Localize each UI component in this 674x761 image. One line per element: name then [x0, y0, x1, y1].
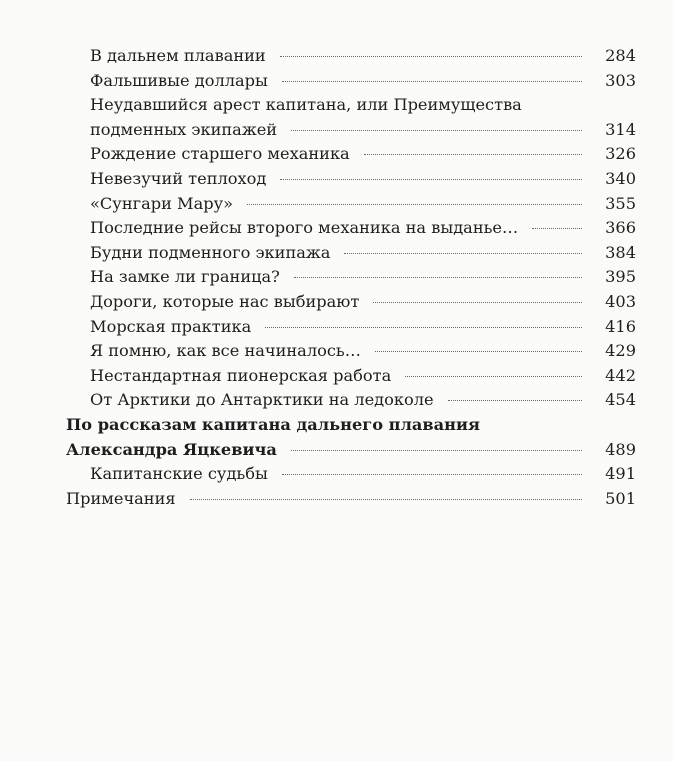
toc-entry-title: Последние рейсы второго механика на выданье… — [90, 218, 519, 238]
toc-entry-page: 395 — [605, 267, 636, 287]
toc-entry-title: Нестандартная пионерская работа — [90, 365, 392, 385]
toc-entry — [66, 290, 636, 315]
table-of-contents — [66, 44, 636, 511]
toc-entry-page: 314 — [605, 119, 636, 139]
toc-entry — [66, 487, 636, 512]
toc-entry-page: 355 — [605, 193, 636, 213]
toc-entry — [66, 216, 636, 241]
dot-leader — [247, 204, 582, 205]
dot-leader — [344, 253, 582, 254]
toc-entry-page: 303 — [605, 70, 636, 90]
toc-entry-title: От Арктики до Антарктики на ледоколе — [90, 390, 434, 410]
toc-entry-page: 489 — [605, 439, 636, 459]
toc-entry-title: Фальшивые доллары — [90, 70, 268, 90]
toc-section-entry — [66, 413, 636, 462]
toc-entry — [66, 462, 636, 487]
toc-entry — [66, 93, 636, 142]
dot-leader — [375, 351, 582, 352]
toc-entry-page: 501 — [605, 488, 636, 508]
dot-leader — [280, 56, 582, 57]
toc-section-title-line2: Александра Яцкевича — [66, 439, 277, 459]
toc-entry-title: «Сунгари Мару» — [90, 193, 234, 213]
toc-entry-title: Морская практика — [90, 316, 252, 336]
toc-entry-page: 491 — [605, 464, 636, 484]
toc-entry-title-line1: Неудавшийся арест капитана, или Преимущества — [90, 95, 522, 115]
dot-leader — [373, 302, 582, 303]
toc-entry-page: 442 — [605, 365, 636, 385]
dot-leader — [282, 81, 582, 82]
toc-entry-page: 366 — [605, 218, 636, 238]
toc-entry-title: Невезучий теплоход — [90, 168, 267, 188]
toc-entry-title: В дальнем плавании — [90, 46, 266, 65]
dot-leader — [294, 277, 582, 278]
toc-entry — [66, 265, 636, 290]
toc-entry — [66, 241, 636, 266]
toc-entry-title: Дороги, которые нас выбирают — [90, 291, 360, 311]
toc-entry — [66, 142, 636, 167]
toc-entry — [66, 167, 636, 192]
dot-leader — [291, 130, 582, 131]
toc-entry — [66, 364, 636, 389]
toc-entry-title: Я помню, как все начиналось… — [90, 341, 361, 361]
toc-entry-title: Будни подменного экипажа — [90, 242, 331, 262]
dot-leader — [364, 154, 582, 155]
dot-leader — [280, 179, 582, 180]
toc-entry-page: 403 — [605, 291, 636, 311]
toc-entry-page: 284 — [605, 46, 636, 65]
toc-entry-page: 429 — [605, 341, 636, 361]
toc-entry-title: Капитанские судьбы — [90, 464, 268, 484]
toc-entry-page: 454 — [605, 390, 636, 410]
dot-leader — [190, 499, 582, 500]
dot-leader — [265, 327, 582, 328]
dot-leader — [405, 376, 582, 377]
toc-entry — [66, 44, 636, 69]
toc-entry-page: 340 — [605, 168, 636, 188]
toc-entry-page: 326 — [605, 144, 636, 164]
toc-entry-title: Примечания — [66, 488, 176, 508]
toc-entry — [66, 315, 636, 340]
toc-entry-title-line2: подменных экипажей — [90, 119, 278, 139]
toc-entry-title: Рождение старшего механика — [90, 144, 350, 164]
dot-leader — [448, 400, 582, 401]
dot-leader — [291, 450, 582, 451]
toc-entry-page: 384 — [605, 242, 636, 262]
toc-entry — [66, 192, 636, 217]
dot-leader — [282, 474, 582, 475]
toc-section-title-line1: По рассказам капитана дальнего плавания — [66, 414, 480, 434]
dot-leader — [532, 228, 582, 229]
toc-entry — [66, 339, 636, 364]
toc-entry-page: 416 — [605, 316, 636, 336]
toc-entry — [66, 388, 636, 413]
toc-entry — [66, 69, 636, 94]
toc-entry-title: На замке ли граница? — [90, 267, 280, 287]
